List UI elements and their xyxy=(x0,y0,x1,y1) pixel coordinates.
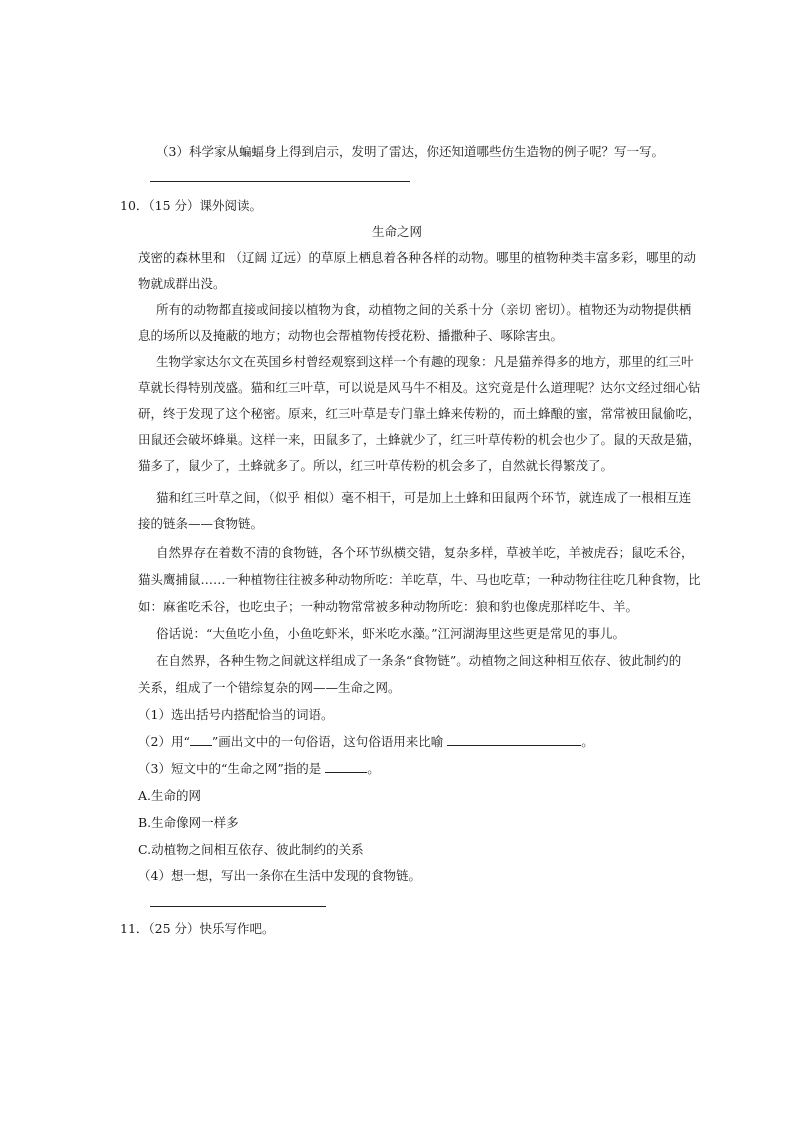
passage-line: 田鼠还会破坏蜂巢。这样一来，田鼠多了，土蜂就少了，红三叶草传粉的机会也少了。鼠的天敌是猫， xyxy=(138,432,701,447)
q9-answer-line[interactable] xyxy=(150,181,410,182)
subquestion-3-end: 。 xyxy=(367,761,380,776)
subquestion-2 xyxy=(138,733,594,751)
subquestion-4: （4）想一想，写出一条你在生活中发现的食物链。 xyxy=(138,868,421,883)
passage-line: 如：麻雀吃禾谷，也吃虫子；一种动物常常被多种动物所吃：狼和豹也像虎那样吃牛、羊。 xyxy=(138,599,639,614)
option-b[interactable]: B.生命像网一样多 xyxy=(138,815,239,830)
subquestion-4-answer-line[interactable] xyxy=(150,906,326,907)
passage-line: 息的场所以及掩蔽的地方；动物也会帮植物传授花粉、播撒种子、啄除害虫。 xyxy=(138,328,564,343)
passage-line: 俗话说：“大鱼吃小鱼，小鱼吃虾米，虾米吃水藻。”江河湖海里这些更是常见的事儿。 xyxy=(156,626,626,641)
passage-line: 猫和红三叶草之间，（似乎 相似）毫不相干，可是加上土蜂和田鼠两个环节，就连成了一根相互连 xyxy=(156,490,692,505)
subquestion-2-end: 。 xyxy=(581,734,594,749)
q11-header: 11．（25 分）快乐写作吧。 xyxy=(120,921,275,936)
passage-line: 猫头鹰捕鼠……一种植物往往被多种动物所吃：羊吃草，牛、马也吃草；一种动物往往吃几种食物，比 xyxy=(138,572,701,587)
subquestion-2-answer-blank[interactable] xyxy=(447,733,581,746)
subquestion-2-prefix: （2）用“ xyxy=(138,734,190,749)
passage-line: 物就成群出没。 xyxy=(138,276,226,291)
passage-line: 研，终于发现了这个秘密。原来，红三叶草是专门靠土蜂来传粉的，而土蜂酿的蜜，常常被田鼠偷吃， xyxy=(138,406,701,421)
option-a[interactable]: A.生命的网 xyxy=(138,788,202,803)
q9-subquestion-3: （3）科学家从蝙蝠身上得到启示，发明了雷达，你还知道哪些仿生造物的例子呢？写一写。 xyxy=(156,144,664,159)
passage-title: 生命之网 xyxy=(371,224,422,239)
subquestion-3-answer-blank[interactable] xyxy=(325,760,367,773)
passage-line: 接的链条——食物链。 xyxy=(138,516,264,531)
q10-header: 10．（15 分）课外阅读。 xyxy=(120,198,263,213)
subquestion-2-text: ”画出文中的一句俗语，这句俗语用来比喻 xyxy=(211,734,444,749)
subquestion-1: （1）选出括号内搭配恰当的词语。 xyxy=(138,707,334,722)
passage-line: 所有的动物都直接或间接以植物为食，动植物之间的关系十分（亲切 密切）。植物还为动物提供栖 xyxy=(156,302,692,317)
passage-line: 生物学家达尔文在英国乡村曾经观察到这样一个有趣的现象：凡是猫养得多的地方，那里的红三叶 xyxy=(156,354,694,369)
passage-line: 在自然界，各种生物之间就这样组成了一条条“食物链”。动植物之间这种相互依存、彼此制约的 xyxy=(156,653,682,668)
passage-line: 关系，组成了一个错综复杂的网——生命之网。 xyxy=(138,680,401,695)
subquestion-3-text: （3）短文中的“生命之网”指的是 xyxy=(138,761,322,776)
passage-line: 猫多了，鼠少了，土蜂就多了。所以，红三叶草传粉的机会多了，自然就长得繁茂了。 xyxy=(138,458,614,473)
subquestion-3 xyxy=(138,760,380,778)
underline-marker-blank xyxy=(190,733,212,746)
passage-line: 自然界存在着数不清的食物链，各个环节纵横交错，复杂多样，草被羊吃，羊被虎吞；鼠吃禾谷， xyxy=(156,545,694,560)
passage-line: 茂密的森林里和 （辽阔 辽远）的草原上栖息着各种各样的动物。哪里的植物种类丰富多彩，哪里的动 xyxy=(138,250,696,265)
passage-line: 草就长得特别茂盛。猫和红三叶草，可以说是风马牛不相及。这究竟是什么道理呢？达尔文经过细心钻 xyxy=(138,380,701,395)
option-c[interactable]: C.动植物之间相互依存、彼此制约的关系 xyxy=(138,842,364,857)
